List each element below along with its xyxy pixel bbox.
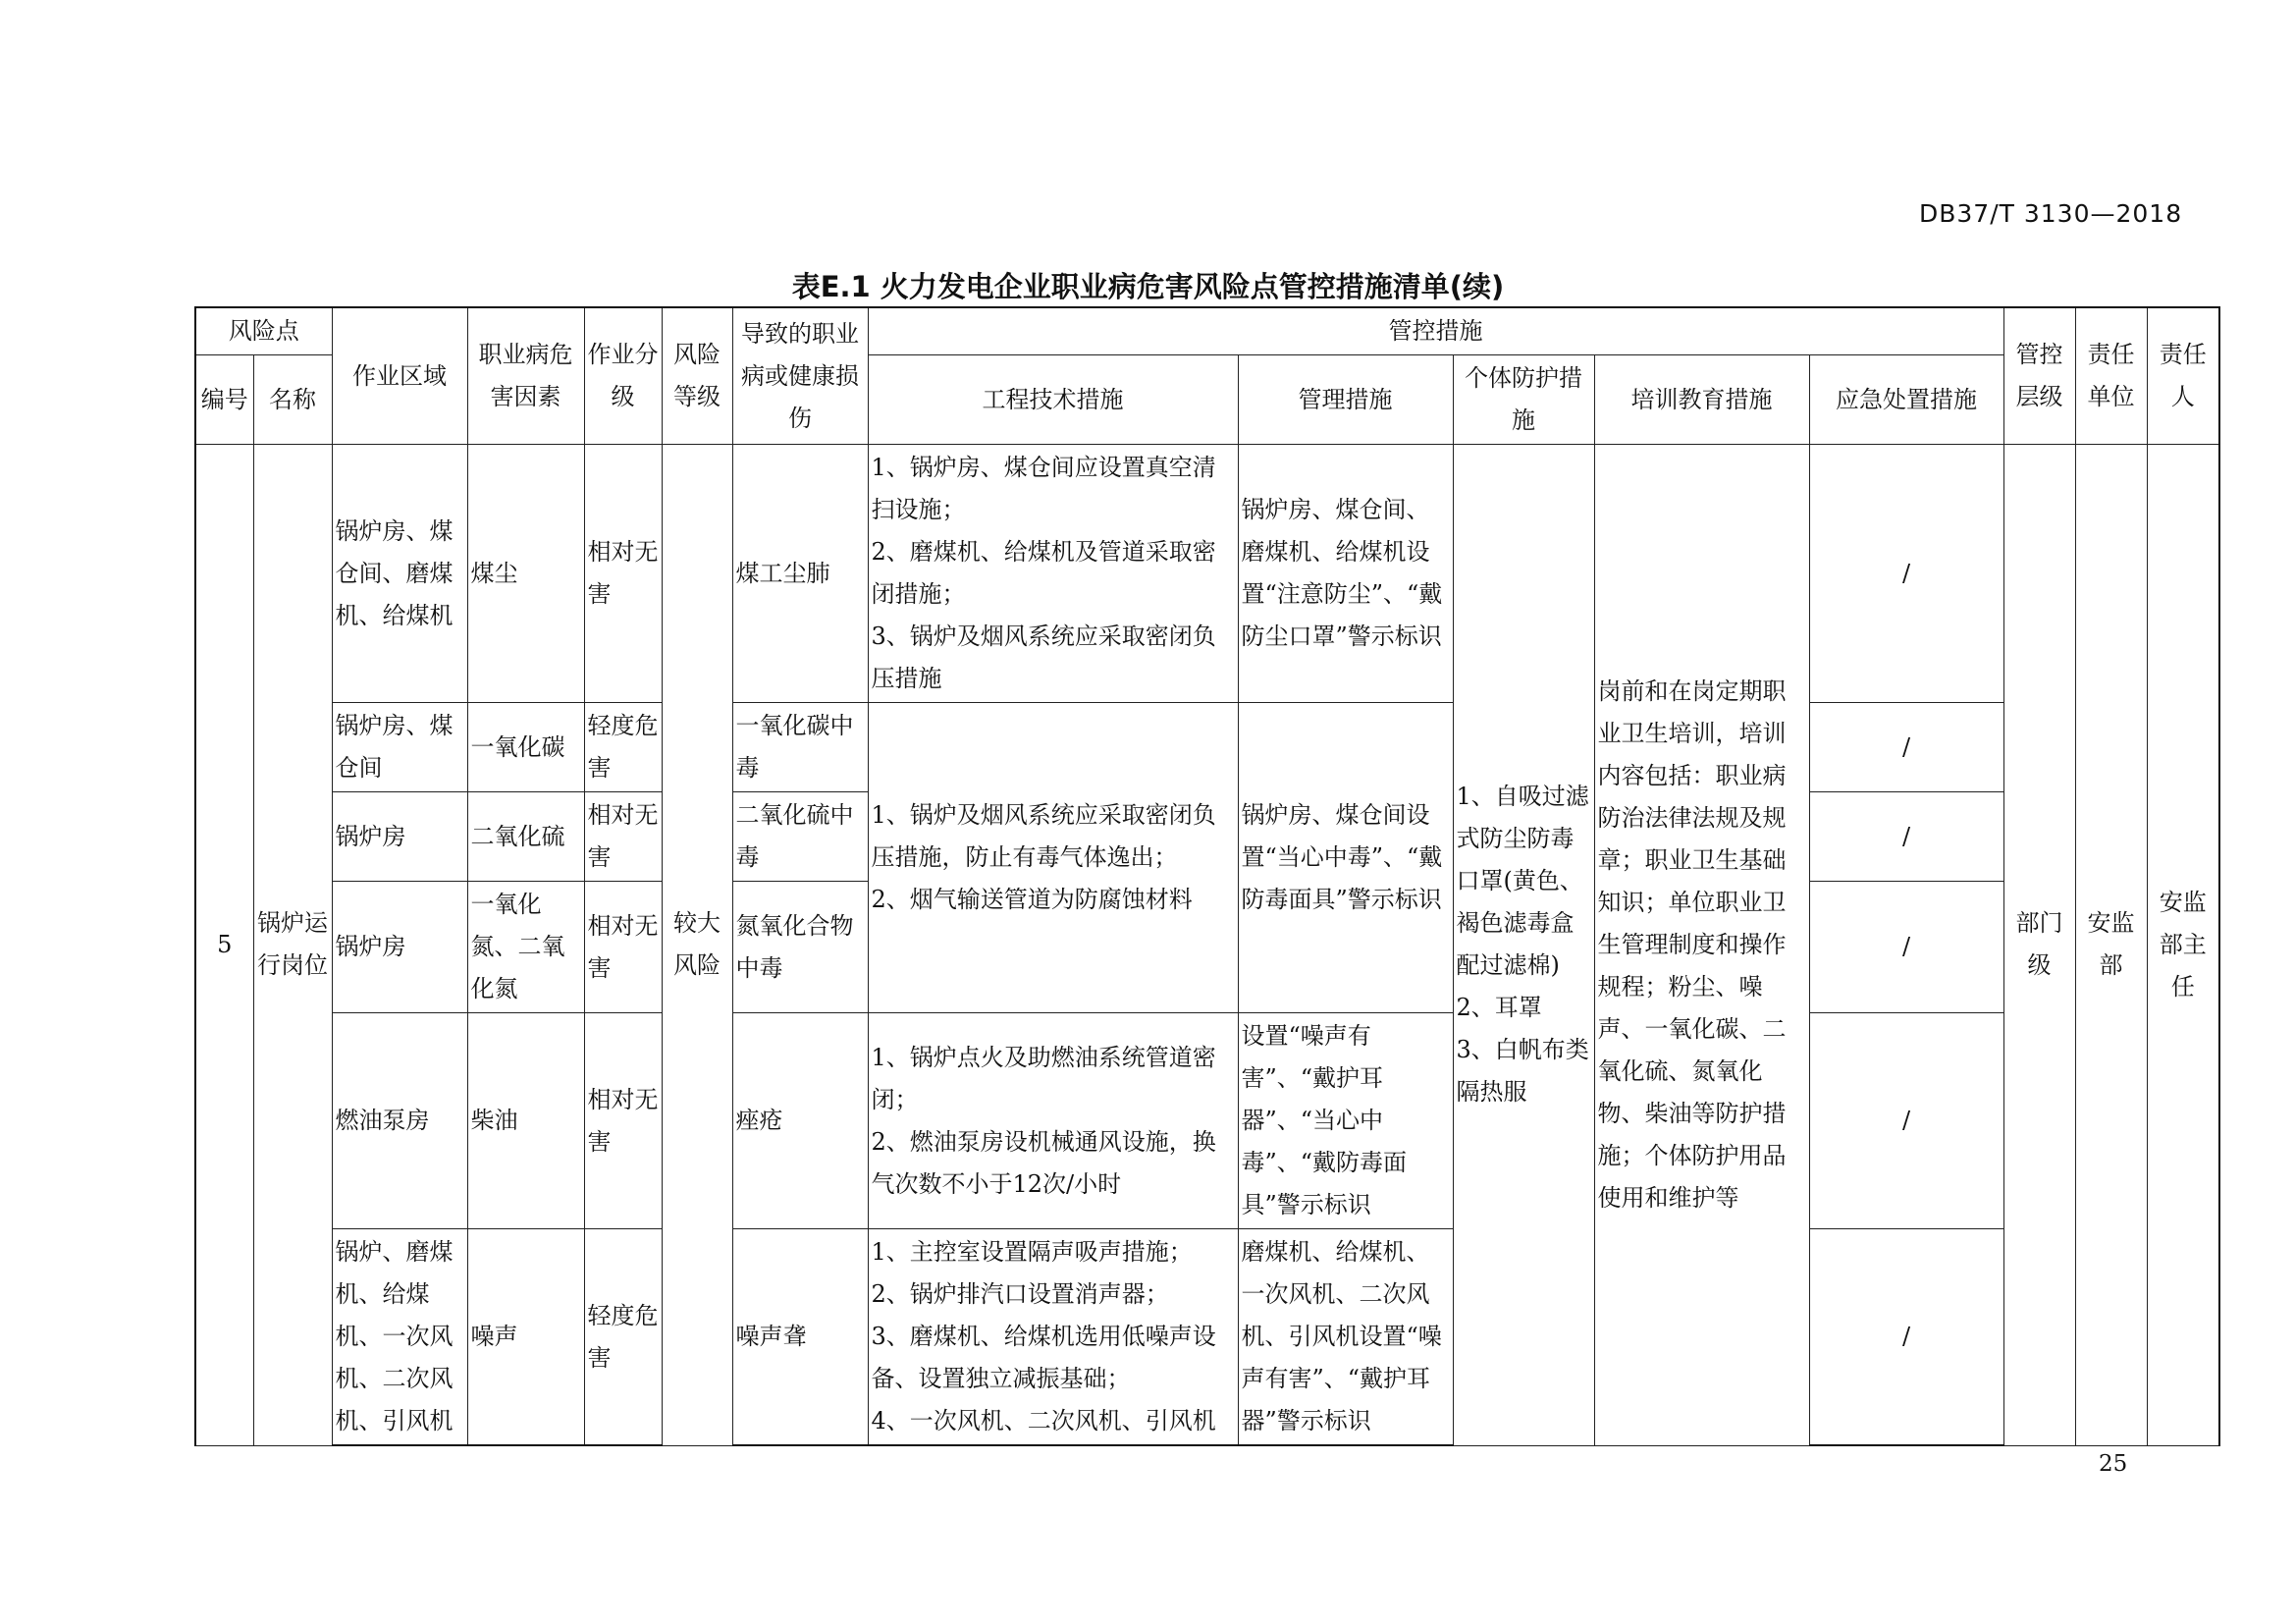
cell-management: 锅炉房、煤仓间、磨煤机、给煤机设置“注意防尘”、“戴防尘口罩”警示标识 [1238, 445, 1453, 703]
header-work-level: 作业分级 [584, 307, 662, 445]
cell-emergency: / [1809, 882, 2003, 1013]
shared-engineering-gas: 1、锅炉及烟风系统应采取密闭负压措施，防止有毒气体逸出； 2、烟气输送管道为防腐蚀材料 [868, 703, 1238, 1013]
header-person: 责任人 [2147, 307, 2219, 445]
cell-work-area: 锅炉房 [332, 792, 467, 882]
cell-engineering: 1、锅炉房、煤仓间应设置真空清扫设施； 2、磨煤机、给煤机及管道采取密闭措施； 3、锅炉及烟风系统应采取密闭负压措施 [868, 445, 1238, 703]
header-number: 编号 [195, 355, 253, 445]
group-number: 5 [195, 445, 253, 1446]
cell-work-area: 锅炉房、煤仓间、磨煤机、给煤机 [332, 445, 467, 703]
header-disease: 导致的职业病或健康损伤 [732, 307, 868, 445]
cell-emergency: / [1809, 445, 2003, 703]
cell-emergency: / [1809, 703, 2003, 792]
header-emergency: 应急处置措施 [1809, 355, 2003, 445]
cell-hazard-factor: 噪声 [467, 1229, 584, 1446]
header-hazard-factor: 职业病危害因素 [467, 307, 584, 445]
group-control-level: 部门级 [2003, 445, 2075, 1446]
risk-control-table [194, 306, 2220, 1446]
cell-work-level: 相对无害 [584, 882, 662, 1013]
cell-work-area: 锅炉、磨煤机、给煤机、一次风机、二次风机、引风机 [332, 1229, 467, 1446]
table-row [195, 445, 2219, 703]
header-ppe: 个体防护措施 [1453, 355, 1594, 445]
cell-hazard-factor: 柴油 [467, 1013, 584, 1229]
standard-code: DB37/T 3130—2018 [1919, 199, 2183, 228]
cell-hazard-factor: 一氧化氮、二氧化氮 [467, 882, 584, 1013]
header-control-level: 管控层级 [2003, 307, 2075, 445]
cell-hazard-factor: 一氧化碳 [467, 703, 584, 792]
header-work-area: 作业区域 [332, 307, 467, 445]
cell-engineering: 1、锅炉点火及助燃油系统管道密闭； 2、燃油泵房设机械通风设施，换气次数不小于12次/小时 [868, 1013, 1238, 1229]
cell-disease: 痤疮 [732, 1013, 868, 1229]
cell-work-level: 轻度危害 [584, 1229, 662, 1446]
cell-emergency: / [1809, 792, 2003, 882]
cell-management: 设置“噪声有害”、“戴护耳器”、“当心中毒”、“戴防毒面具”警示标识 [1238, 1013, 1453, 1229]
header-name: 名称 [253, 355, 332, 445]
cell-disease: 噪声聋 [732, 1229, 868, 1446]
group-unit: 安监部 [2075, 445, 2147, 1446]
table-title: 表E.1 火力发电企业职业病危害风险点管控措施清单(续) [791, 270, 1505, 303]
header-risk-point: 风险点 [195, 307, 332, 355]
shared-management-gas: 锅炉房、煤仓间设置“当心中毒”、“戴防毒面具”警示标识 [1238, 703, 1453, 1013]
cell-work-level: 相对无害 [584, 1013, 662, 1229]
cell-work-area: 锅炉房、煤仓间 [332, 703, 467, 792]
header-training: 培训教育措施 [1594, 355, 1809, 445]
group-person: 安监部主任 [2147, 445, 2219, 1446]
cell-management: 磨煤机、给煤机、一次风机、二次风机、引风机设置“噪声有害”、“戴护耳器”警示标识 [1238, 1229, 1453, 1446]
cell-disease: 煤工尘肺 [732, 445, 868, 703]
cell-disease: 氮氧化合物中毒 [732, 882, 868, 1013]
cell-work-level: 相对无害 [584, 445, 662, 703]
cell-hazard-factor: 煤尘 [467, 445, 584, 703]
cell-engineering: 1、主控室设置隔声吸声措施； 2、锅炉排汽口设置消声器； 3、磨煤机、给煤机选用低噪声设备、设置独立减振基础； 4、一次风机、二次风机、引风机 [868, 1229, 1238, 1446]
cell-hazard-factor: 二氧化硫 [467, 792, 584, 882]
cell-work-level: 轻度危害 [584, 703, 662, 792]
cell-emergency: / [1809, 1013, 2003, 1229]
cell-work-level: 相对无害 [584, 792, 662, 882]
header-control-measures: 管控措施 [868, 307, 2003, 355]
group-risk-level: 较大风险 [662, 445, 732, 1446]
table-row [195, 1229, 2219, 1446]
cell-disease: 二氧化硫中毒 [732, 792, 868, 882]
header-management: 管理措施 [1238, 355, 1453, 445]
header-unit: 责任单位 [2075, 307, 2147, 445]
cell-work-area: 燃油泵房 [332, 1013, 467, 1229]
header-risk-level: 风险等级 [662, 307, 732, 445]
group-ppe: 1、自吸过滤式防尘防毒口罩(黄色、褐色滤毒盒配过滤棉) 2、耳罩 3、白帆布类隔热服 [1453, 445, 1594, 1446]
cell-emergency: / [1809, 1229, 2003, 1446]
group-name: 锅炉运行岗位 [253, 445, 332, 1446]
page-number: 25 [2099, 1451, 2128, 1477]
header-engineering: 工程技术措施 [868, 355, 1238, 445]
cell-disease: 一氧化碳中毒 [732, 703, 868, 792]
cell-work-area: 锅炉房 [332, 882, 467, 1013]
table-row [195, 703, 2219, 792]
table-row [195, 1013, 2219, 1229]
group-training: 岗前和在岗定期职业卫生培训，培训内容包括：职业病防治法律法规及规章；职业卫生基础知识；单位职业卫生管理制度和操作规程；粉尘、噪声、一氧化碳、二氧化硫、氮氧化物、柴油等防护措施；个体防护用品使用和维护等 [1594, 445, 1809, 1446]
